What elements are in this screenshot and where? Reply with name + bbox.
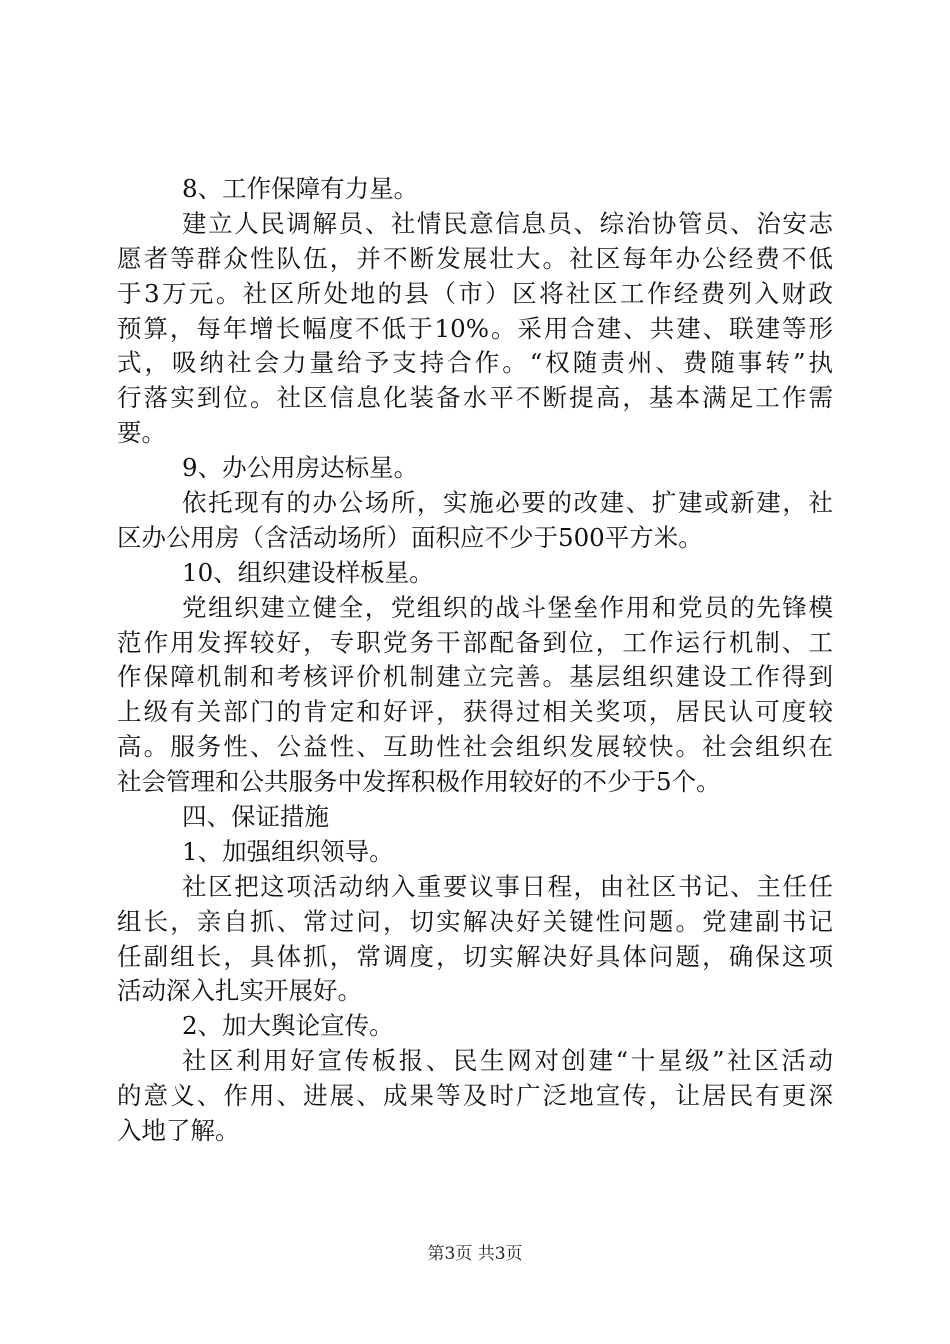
text-line: 党组织建立健全，党组织的战斗堡垒作用和党员的先锋模	[182, 592, 833, 622]
text-line: 上级有关部门的肯定和好评，获得过相关奖项，居民认可度较	[117, 697, 833, 727]
text-line: 任副组长，具体抓，常调度，切实解决好具体问题，确保这项	[117, 941, 833, 971]
text-line: 依托现有的办公场所，实施必要的改建、扩建或新建，社	[182, 488, 833, 518]
text-line: 社区把这项活动纳入重要议事日程，由社区书记、主任任	[182, 871, 833, 901]
text-line: 活动深入扎实开展好。	[117, 976, 362, 1006]
text-line: 社区利用好宣传板报、民生网对创建“十星级”社区活动	[182, 1046, 833, 1076]
text-line: 范作用发挥较好，专职党务干部配备到位，工作运行机制、工	[117, 627, 833, 657]
text-line: 预算，每年增长幅度不低于10%。采用合建、共建、联建等形	[117, 313, 833, 343]
text-line: 建立人民调解员、社情民意信息员、综治协管员、治安志	[182, 208, 833, 238]
text-line: 社会管理和公共服务中发挥积极作用较好的不少于5个。	[117, 767, 721, 797]
text-line: 10、组织建设样板星。	[182, 557, 434, 587]
text-line: 区办公用房（含活动场所）面积应不少于500平方米。	[117, 522, 703, 552]
text-line: 1、加强组织领导。	[182, 836, 394, 866]
text-line: 于3万元。社区所处地的县（市）区将社区工作经费列入财政	[117, 278, 833, 308]
text-line: 作保障机制和考核评价机制建立完善。基层组织建设工作得到	[117, 662, 833, 692]
page-number-label: 第3页 共3页	[427, 1244, 523, 1264]
text-line: 高。服务性、公益性、互助性社会组织发展较快。社会组织在	[117, 732, 833, 762]
text-line: 2、加大舆论宣传。	[182, 1011, 394, 1041]
text-line: 要。	[117, 418, 166, 448]
text-line: 愿者等群众性队伍，并不断发展壮大。社区每年办公经费不低	[117, 243, 833, 273]
text-line: 行落实到位。社区信息化装备水平不断提高，基本满足工作需	[117, 383, 833, 413]
text-line: 组长，亲自抓、常过问，切实解决好关键性问题。党建副书记	[117, 906, 833, 936]
text-line: 的意义、作用、进展、成果等及时广泛地宣传，让居民有更深	[117, 1081, 833, 1111]
text-line: 入地了解。	[117, 1116, 240, 1146]
text-line: 8、工作保障有力星。	[182, 174, 419, 203]
text-line: 9、办公用房达标星。	[182, 453, 419, 483]
document-body	[117, 172, 833, 1149]
text-line: 四、保证措施	[182, 802, 329, 832]
page-footer	[0, 1242, 950, 1266]
text-line: 式，吸纳社会力量给予支持合作。“权随责州、费随事转”执	[117, 348, 833, 378]
